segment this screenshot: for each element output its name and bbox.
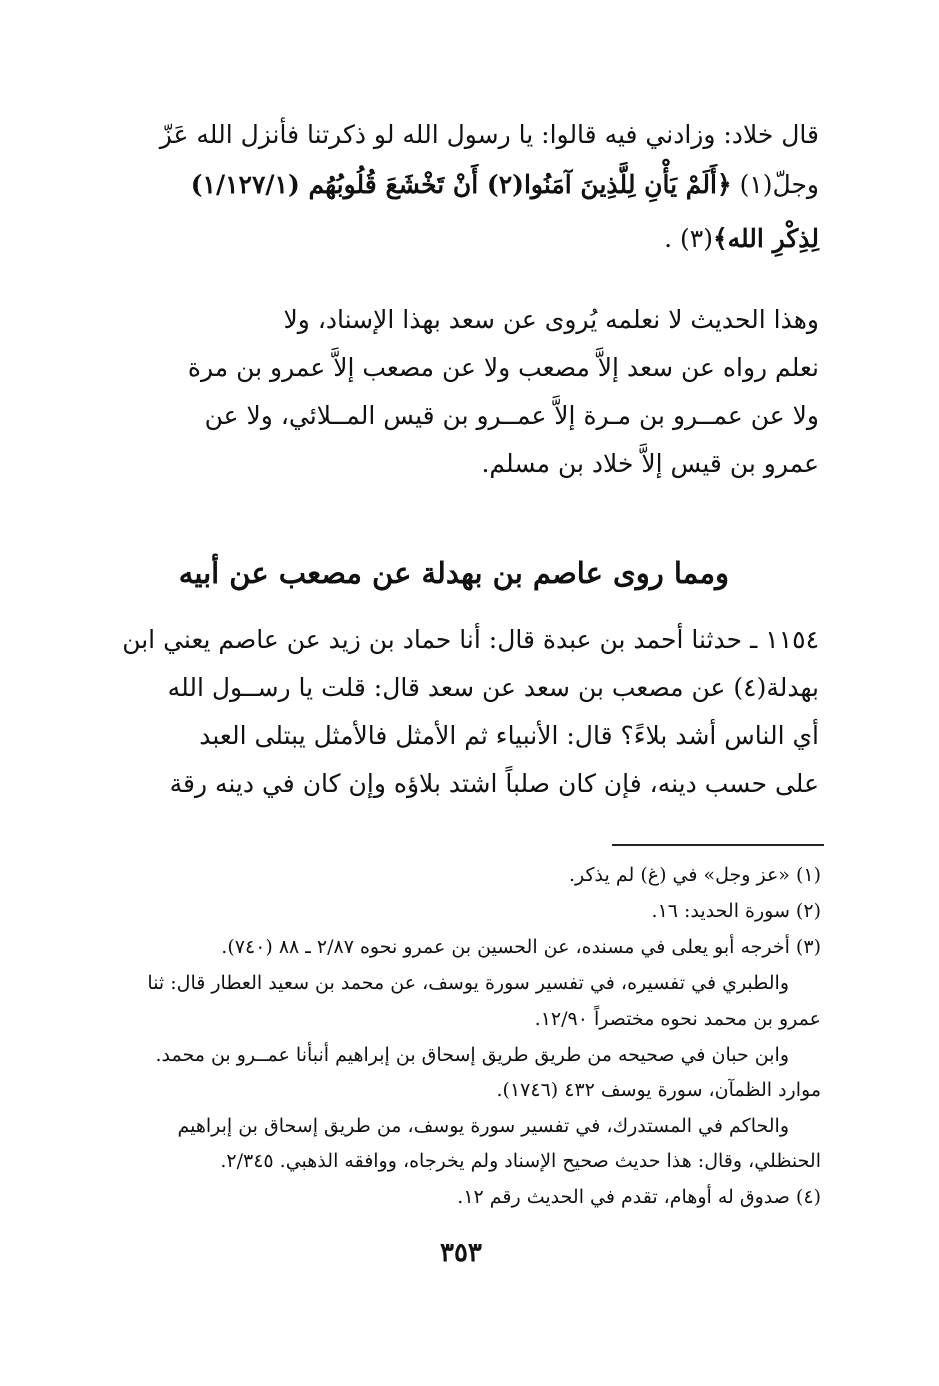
paragraph1-line3 <box>664 224 819 253</box>
page-number: ٣٥٣ <box>440 1238 482 1268</box>
hadith-line1: ١١٥٤ ـ حدثنا أحمد بن عبدة قال: أنا حماد بن زيد عن عاصم يعني ابن <box>122 625 819 654</box>
section-heading: ومما روى عاصم بن بهدلة عن مصعب عن أبيه <box>178 556 729 590</box>
footnote-3-line5: موارد الظمآن، سورة يوسف ٤٣٢ (١٧٤٦). <box>496 1079 821 1101</box>
footnote-3-line2: والطبري في تفسيره، في تفسير سورة يوسف، عن محمد بن سعيد العطار قال: ثنا <box>147 972 789 994</box>
paragraph2-line2: نعلم رواه عن سعد إلاَّ مصعب ولا عن مصعب إلاَّ عمرو بن مرة <box>187 353 819 382</box>
paragraph1-line1: قال خلاد: وزادني فيه قالوا: يا رسول الله لو ذكرتنا فأنزل الله عَزّ <box>159 120 819 149</box>
footnote-1: (١) «عز وجل» في (غ) لم يذكر. <box>568 864 821 886</box>
paragraph1-line2 <box>191 170 819 199</box>
hadith-line2: بهدلة(٤) عن مصعب بن سعد عن سعد قال: قلت يا رســول الله <box>167 673 819 702</box>
paragraph1-line2-prefix: وجلّ(١) <box>731 170 819 199</box>
footnote-marker: (٣) . <box>664 224 713 253</box>
verse-reference: (١/١٢٧/١) <box>190 170 309 199</box>
footnote-3-line4: وابن حبان في صحيحه من طريق طريق إسحاق بن إبراهيم أنبأنا عمــرو بن محمد. <box>155 1044 789 1066</box>
hadith-line4: على حسب دينه، فإن كان صلباً اشتد بلاؤه وإن كان في دينه رقة <box>169 769 819 798</box>
footnote-separator <box>612 844 824 846</box>
paragraph2-line4: عمرو بن قيس إلاَّ خلاد بن مسلم. <box>481 449 819 478</box>
footnote-3-line3: عمرو بن محمد نحوه مختصراً ١٢/٩٠. <box>534 1008 821 1030</box>
quran-verse-end: لِذِكْرِ الله﴾ <box>712 224 819 253</box>
paragraph2-line3: ولا عن عمــرو بن مـرة إلاَّ عمــرو بن قيس المــلائي، ولا عن <box>204 401 819 430</box>
footnote-3-line6: والحاكم في المستدرك، في تفسير سورة يوسف، من طريق إسحاق بن إبراهيم <box>177 1115 789 1137</box>
footnote-3-line7: الحنظلي، وقال: هذا حديث صحيح الإسناد ولم يخرجاه، ووافقه الذهبي. ٢/٣٤٥. <box>220 1150 821 1172</box>
footnote-4: (٤) صدوق له أوهام، تقدم في الحديث رقم ١٢. <box>457 1186 821 1208</box>
footnote-3-line1: (٣) أخرجه أبو يعلى في مسنده، عن الحسين بن عمرو نحوه ٢/٨٧ ـ ٨٨ (٧٤٠). <box>221 936 821 958</box>
hadith-line3: أي الناس أشد بلاءً؟ قال: الأنبياء ثم الأمثل فالأمثل يبتلى العبد <box>199 721 819 750</box>
footnote-2: (٢) سورة الحديد: ١٦. <box>651 900 821 922</box>
quran-verse: ﴿أَلَمْ يَأْنِ لِلَّذِينَ آمَنُوا(٢) أَنْ تَخْشَعَ قُلُوبُهُم <box>308 170 732 199</box>
paragraph2-line1: وهذا الحديث لا نعلمه يُروى عن سعد بهذا الإسناد، ولا <box>283 305 819 334</box>
